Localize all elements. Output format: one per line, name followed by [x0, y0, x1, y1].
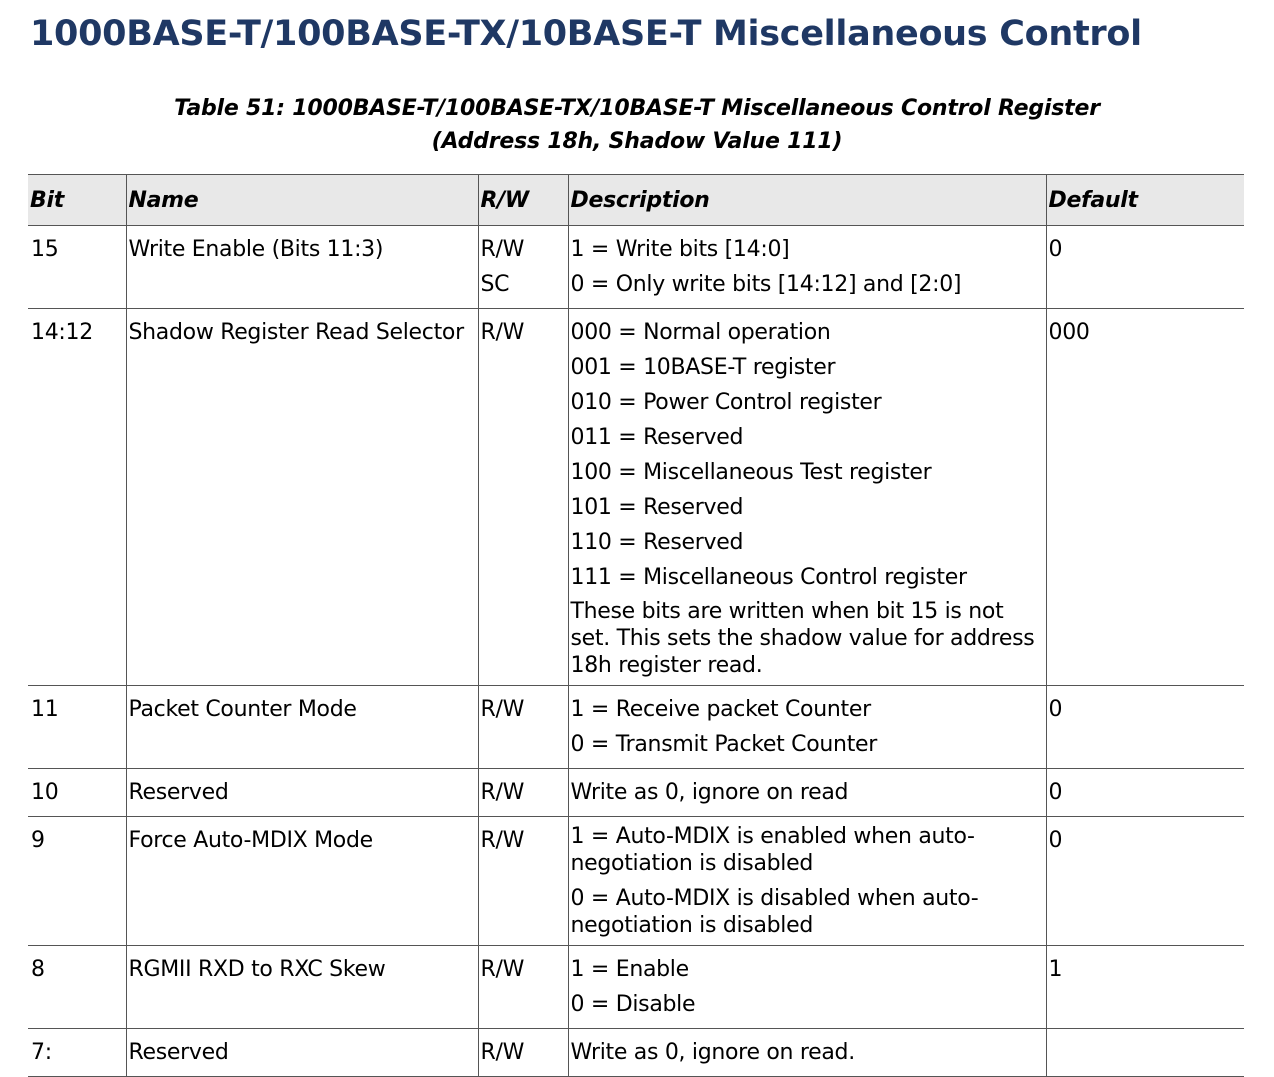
description-cell — [568, 226, 1046, 309]
default-cell: 0 — [1046, 769, 1244, 817]
description-cell — [568, 817, 1046, 946]
table-caption — [0, 92, 1274, 158]
rw-value: R/W — [480, 1040, 525, 1065]
rw-cell — [478, 769, 568, 817]
rw-value: R/W — [480, 237, 525, 262]
rw-value: R/W — [480, 780, 525, 805]
name-cell: Write Enable (Bits 11:3) — [126, 226, 478, 309]
description-cell — [568, 946, 1046, 1029]
description-line: 010 = Power Control register — [570, 390, 882, 415]
rw-value: R/W — [480, 828, 525, 853]
rw-cell — [478, 309, 568, 686]
description-paragraph: 0 = Auto-MDIX is disabled when auto-negotiation is disabled — [570, 886, 979, 938]
name-cell: Packet Counter Mode — [126, 686, 478, 769]
description-line: 1 = Receive packet Counter — [570, 697, 871, 722]
table-row — [28, 226, 1244, 309]
description-line: 110 = Reserved — [570, 530, 744, 555]
page-title: 1000BASE-T/100BASE-TX/10BASE-T Miscellaneous Control — [30, 14, 1142, 54]
description-line: 1 = Enable — [570, 957, 689, 982]
description-line: 101 = Reserved — [570, 495, 744, 520]
description-line: 1 = Write bits [14:0] — [570, 237, 790, 262]
table-row — [28, 946, 1244, 1029]
description-line: Write as 0, ignore on read — [570, 780, 849, 805]
bit-cell: 8 — [28, 946, 126, 1029]
name-cell: Shadow Register Read Selector — [126, 309, 478, 686]
column-header-rw: R/W — [478, 175, 568, 226]
table-body — [28, 226, 1244, 1077]
name-cell: Reserved — [126, 769, 478, 817]
description-line: Write as 0, ignore on read. — [570, 1040, 855, 1065]
default-cell: 1 — [1046, 946, 1244, 1029]
rw-value: R/W — [480, 697, 525, 722]
description-line: 111 = Miscellaneous Control register — [570, 565, 967, 590]
description-note: These bits are written when bit 15 is not set. This sets the shadow value for address 18h register read. — [570, 599, 1035, 678]
name-cell: Force Auto-MDIX Mode — [126, 817, 478, 946]
default-cell: 0 — [1046, 817, 1244, 946]
column-header-description: Description — [568, 175, 1046, 226]
table-caption-title: Table 51: 1000BASE-T/100BASE-TX/10BASE-T Miscellaneous Control Register — [174, 96, 1100, 121]
rw-cell — [478, 817, 568, 946]
name-cell: RGMII RXD to RXC Skew — [126, 946, 478, 1029]
bit-cell: 15 — [28, 226, 126, 309]
column-header-name: Name — [126, 175, 478, 226]
description-cell — [568, 686, 1046, 769]
description-cell — [568, 769, 1046, 817]
table-row — [28, 817, 1244, 946]
description-cell — [568, 1029, 1046, 1077]
bit-cell: 11 — [28, 686, 126, 769]
description-line: 011 = Reserved — [570, 425, 744, 450]
default-cell: 0 — [1046, 226, 1244, 309]
column-header-bit: Bit — [28, 175, 126, 226]
table-header-row — [28, 175, 1244, 226]
bit-cell: 10 — [28, 769, 126, 817]
table-row — [28, 309, 1244, 686]
bit-cell: 7: — [28, 1029, 126, 1077]
description-line: 100 = Miscellaneous Test register — [570, 460, 932, 485]
rw-cell — [478, 1029, 568, 1077]
description-paragraph: 1 = Auto-MDIX is enabled when auto-negotiation is disabled — [570, 824, 975, 876]
description-line: 0 = Transmit Packet Counter — [570, 732, 877, 757]
table-row — [28, 686, 1244, 769]
default-cell — [1046, 1029, 1244, 1077]
table-caption-address: (Address 18h, Shadow Value 111) — [431, 129, 843, 154]
table-row — [28, 769, 1244, 817]
name-cell: Reserved — [126, 1029, 478, 1077]
description-line: 0 = Only write bits [14:12] and [2:0] — [570, 272, 962, 297]
rw-cell — [478, 226, 568, 309]
rw-value: SC — [480, 272, 510, 297]
default-cell: 0 — [1046, 686, 1244, 769]
default-cell: 000 — [1046, 309, 1244, 686]
bit-cell: 9 — [28, 817, 126, 946]
rw-value: R/W — [480, 957, 525, 982]
description-line: 001 = 10BASE-T register — [570, 355, 836, 380]
description-cell — [568, 309, 1046, 686]
register-table — [28, 174, 1244, 1077]
description-line: 0 = Disable — [570, 992, 696, 1017]
description-line: 000 = Normal operation — [570, 320, 831, 345]
bit-cell: 14:12 — [28, 309, 126, 686]
rw-value: R/W — [480, 320, 525, 345]
rw-cell — [478, 946, 568, 1029]
rw-cell — [478, 686, 568, 769]
table-row — [28, 1029, 1244, 1077]
column-header-default: Default — [1046, 175, 1244, 226]
